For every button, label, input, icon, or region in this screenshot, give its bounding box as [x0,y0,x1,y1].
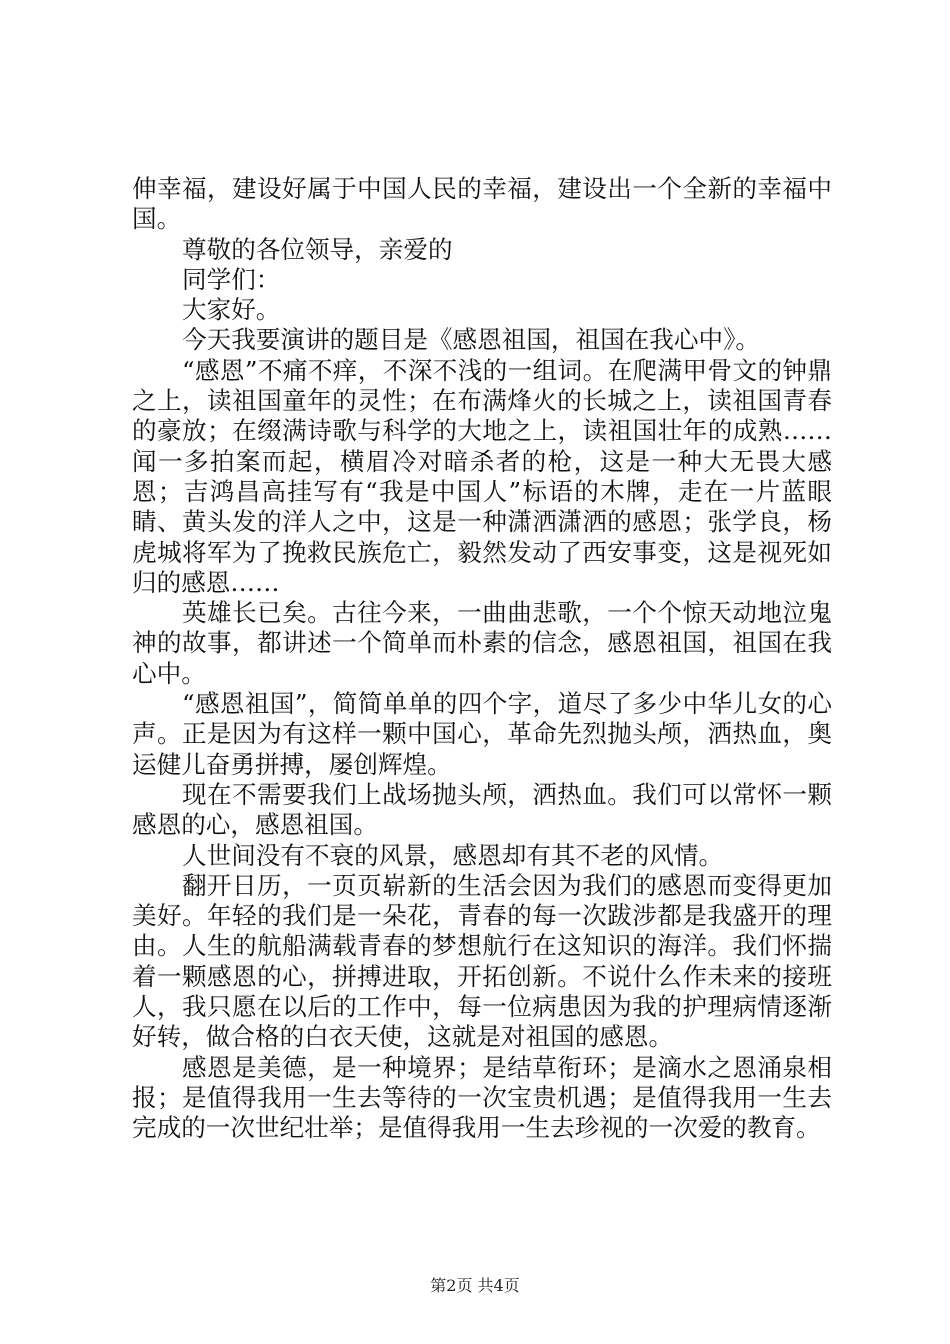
paragraph: 人世间没有不衰的风景，感恩却有其不老的风情。 [182,840,724,870]
paragraph: 今天我要演讲的题目是《感恩祖国，祖国在我心中》。 [182,325,760,355]
paragraph: 同学们： [182,264,281,294]
paragraph: 英雄长已矣。古往今来，一曲曲悲歌，一个个惊天动地泣鬼神的故事，都讲述一个简单而朴素的信念，感恩祖国，祖国在我心中。 [132,598,832,688]
body-text [132,174,832,1144]
paragraph: 翻开日历，一页页崭新的生活会因为我们的感恩而变得更加美好。年轻的我们是一朵花，青春的每一次跋涉都是我盛开的理由。人生的航船满载青春的梦想航行在这知识的海洋。我们怀揣着一颗感恩的心，拼搏进取，开拓创新。不说什么作未来的接班人，我只愿在以后的工作中，每一位病患因为我的护理病情逐渐好转，做合格的白衣天使，这就是对祖国的感恩。 [132,870,832,1052]
paragraph: “感恩祖国”，简简单单的四个字，道尽了多少中华儿女的心声。正是因为有这样一颗中国心，革命先烈抛头颅，洒热血，奥运健儿奋勇拼搏，屡创辉煌。 [132,689,832,779]
paragraph: “感恩”不痛不痒，不深不浅的一组词。在爬满甲骨文的钟鼎之上，读祖国童年的灵性；在布满烽火的长城之上，读祖国青春的豪放；在缀满诗歌与科学的大地之上，读祖国壮年的成熟……闻一多拍案而起，横眉冷对暗杀者的枪，这是一种大无畏大感恩；吉鸿昌高挂写有“我是中国人”标语的木牌，走在一片蓝眼睛、黄头发的洋人之中，这是一种潇洒潇洒的感恩；张学良，杨虎城将军为了挽救民族危亡，毅然发动了西安事变，这是视死如归的感恩…… [132,355,832,597]
page-total: 共4页 [477,1276,520,1295]
paragraph: 伸幸福，建设好属于中国人民的幸福，建设出一个全新的幸福中国。 [132,174,832,234]
page-footer [0,1276,950,1296]
paragraph: 尊敬的各位领导，亲爱的 [182,234,453,264]
paragraph: 感恩是美德，是一种境界；是结草衔环；是滴水之恩涌泉相报；是值得我用一生去等待的一次宝贵机遇；是值得我用一生去完成的一次世纪壮举；是值得我用一生去珍视的一次爱的教育。 [132,1052,832,1143]
paragraph: 现在不需要我们上战场抛头颅，洒热血。我们可以常怀一颗感恩的心，感恩祖国。 [132,779,832,840]
paragraph: 大家好。 [182,295,281,325]
page-number: 第2页 [430,1276,473,1295]
